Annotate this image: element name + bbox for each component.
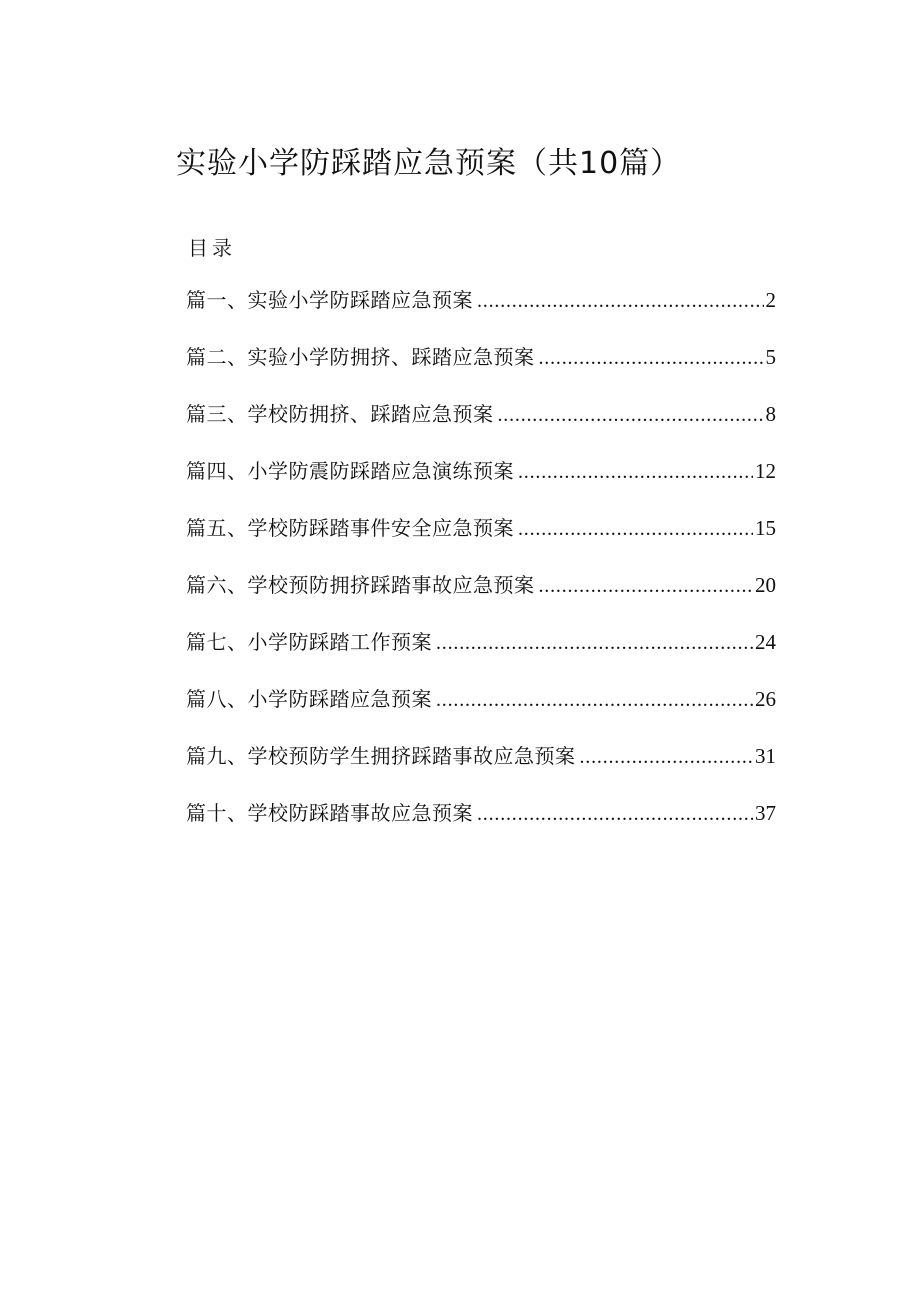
toc-entry-title: 篇二、实验小学防拥挤、踩踏应急预案	[186, 345, 535, 369]
toc-dot-leader	[436, 627, 753, 659]
toc-dot-leader	[518, 513, 753, 545]
toc-page-number: 24	[755, 630, 776, 654]
document-title: 实验小学防踩踏应急预案（共10篇）	[176, 146, 682, 181]
toc-page-number: 5	[765, 345, 776, 369]
toc-entry-6[interactable]	[186, 569, 776, 626]
toc-page-number: 12	[755, 459, 776, 483]
toc-entry-title: 篇十、学校防踩踏事故应急预案	[186, 801, 473, 825]
toc-entry-7[interactable]	[186, 626, 776, 683]
toc-dot-leader	[436, 684, 753, 716]
toc-heading: 目录	[188, 236, 236, 260]
toc-entry-8[interactable]	[186, 683, 776, 740]
toc-dot-leader	[539, 342, 764, 374]
toc-page-number: 8	[765, 402, 776, 426]
toc-dot-leader	[477, 798, 753, 830]
toc-entry-title: 篇五、学校防踩踏事件安全应急预案	[186, 516, 514, 540]
toc-dot-leader	[498, 399, 764, 431]
toc-entry-1[interactable]	[186, 284, 776, 341]
toc-dot-leader	[518, 456, 753, 488]
toc-entry-title: 篇四、小学防震防踩踏应急演练预案	[186, 459, 514, 483]
toc-page-number: 15	[755, 516, 776, 540]
toc-dot-leader	[580, 741, 754, 773]
toc-entry-title: 篇八、小学防踩踏应急预案	[186, 687, 432, 711]
toc-entry-5[interactable]	[186, 512, 776, 569]
toc-entry-title: 篇七、小学防踩踏工作预案	[186, 630, 432, 654]
toc-entry-10[interactable]	[186, 797, 776, 854]
toc-entry-title: 篇六、学校预防拥挤踩踏事故应急预案	[186, 573, 535, 597]
toc-page-number: 37	[755, 801, 776, 825]
toc-dot-leader	[477, 285, 764, 317]
table-of-contents	[186, 284, 776, 854]
toc-page-number: 20	[755, 573, 776, 597]
toc-entry-9[interactable]	[186, 740, 776, 797]
toc-entry-4[interactable]	[186, 455, 776, 512]
toc-entry-title: 篇一、实验小学防踩踏应急预案	[186, 288, 473, 312]
toc-page-number: 31	[755, 744, 776, 768]
toc-page-number: 26	[755, 687, 776, 711]
toc-entry-title: 篇九、学校预防学生拥挤踩踏事故应急预案	[186, 744, 576, 768]
toc-page-number: 2	[765, 288, 776, 312]
toc-dot-leader	[539, 570, 754, 602]
toc-entry-3[interactable]	[186, 398, 776, 455]
toc-entry-2[interactable]	[186, 341, 776, 398]
toc-entry-title: 篇三、学校防拥挤、踩踏应急预案	[186, 402, 494, 426]
